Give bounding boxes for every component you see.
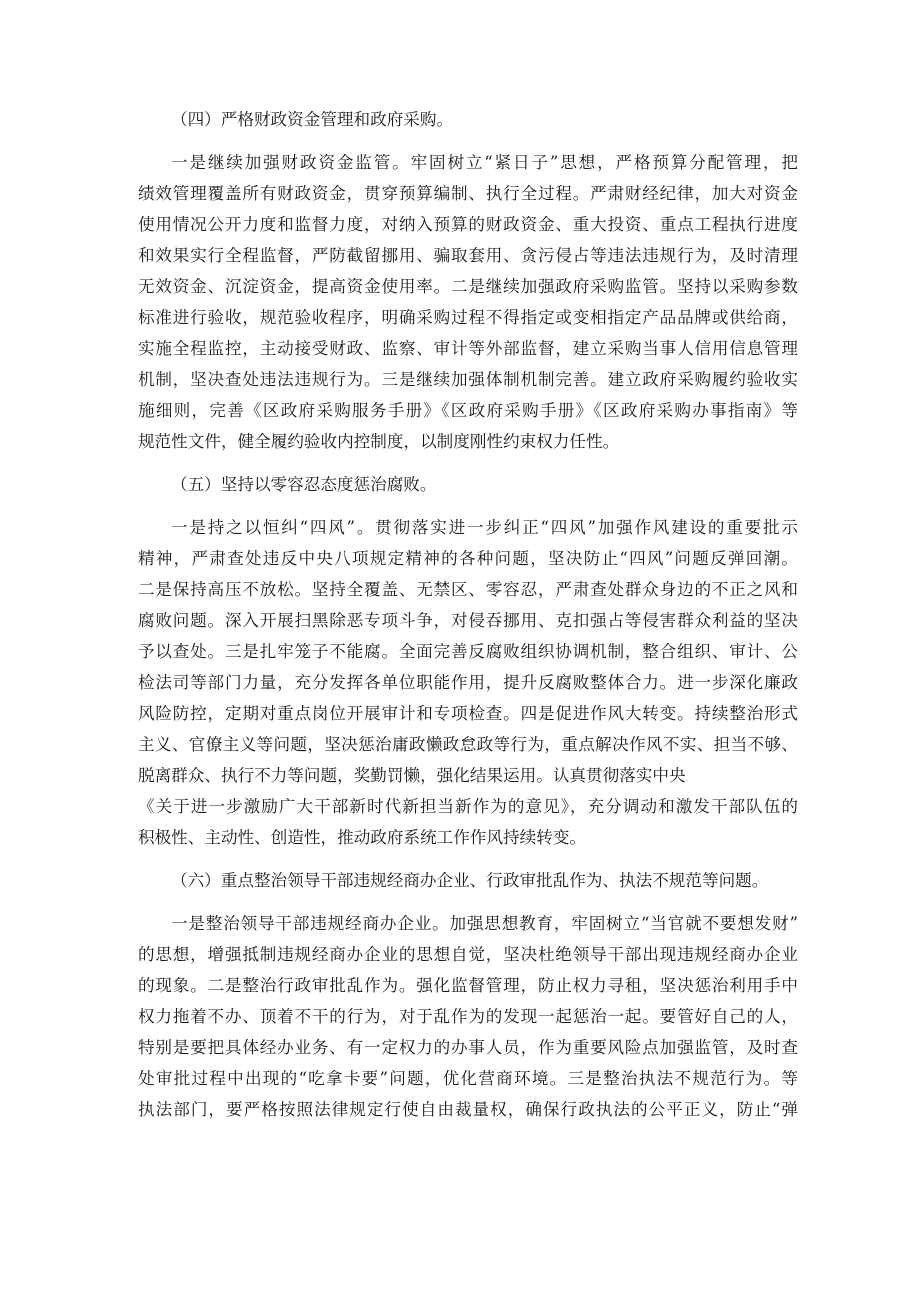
spacer <box>138 896 798 908</box>
paragraph-line: 检法司等部门力量，充分发挥各单位职能作用，提升反腐败整体合力。进一步深化廉政 <box>138 673 798 692</box>
paragraph-line: 风险防控，定期对重点岗位开展审计和专项检查。四是促进作风大转变。持续整治形式 <box>138 704 798 723</box>
paragraph-line: 一是整治领导干部违规经商办企业。加强思想教育，牢固树立“当官就不要想发财” <box>171 914 798 933</box>
paragraph-line: 一是持之以恒纠“四风”。贯彻落实进一步纠正“四风”加强作风建设的重要批示 <box>171 518 798 537</box>
section-heading-6: （六）重点整治领导干部违规经商办企业、行政审批乱作为、执法不规范等问题。 <box>171 871 769 890</box>
paragraph-line: 使用情况公开力度和监督力度，对纳入预算的财政资金、重大投资、重点工程执行进度 <box>138 215 798 234</box>
paragraph-line: 二是保持高压不放松。坚持全覆盖、无禁区、零容忍，严肃查处群众身边的不正之风和 <box>138 580 798 599</box>
paragraph-line: 施细则，完善《区政府采购服务手册》《区政府采购手册》《区政府采购办事指南》等 <box>138 401 798 420</box>
spacer <box>138 853 798 865</box>
paragraph-line: 主义、官僚主义等问题，坚决惩治庸政懒政怠政等行为，重点解决作风不实、担当不够、 <box>138 735 798 754</box>
paragraph-line: 处审批过程中出现的“吃拿卡要”问题，优化营商环境。三是整治执法不规范行为。等 <box>138 1069 798 1088</box>
section-paragraph-6 <box>138 908 798 1125</box>
paragraph-line: 无效资金、沉淀资金，提高资金使用率。二是继续加强政府采购监管。坚持以采购参数 <box>138 277 798 296</box>
paragraph-line: 和效果实行全程监督，严防截留挪用、骗取套用、贪污侵占等违法违规行为，及时清理 <box>138 246 798 265</box>
paragraph-line: 实施全程监控，主动接受财政、监察、审计等外部监督，建立采购当事人信用信息管理 <box>138 339 798 358</box>
paragraph-line: 的现象。二是整治行政审批乱作为。强化监督管理，防止权力寻租，坚决惩治利用手中 <box>138 976 798 995</box>
spacer <box>138 500 798 512</box>
section-paragraph-5 <box>138 512 798 853</box>
paragraph-line: 脱离群众、执行不力等问题，奖勤罚懒，强化结果运用。认真贯彻落实中央 <box>138 766 686 785</box>
paragraph-line: 标准进行验收，规范验收程序，明确采购过程不得指定或变相指定产品品牌或供给商， <box>138 308 798 327</box>
document-body <box>138 104 798 1125</box>
paragraph-line: 精神，严肃查处违反中央八项规定精神的各种问题，坚决防止“四风”问题反弹回潮。 <box>138 549 798 568</box>
paragraph-line: 绩效管理覆盖所有财政资金，贯穿预算编制、执行全过程。严肃财经纪律，加大对资金 <box>138 184 798 203</box>
section-heading-4: （四）严格财政资金管理和政府采购。 <box>171 110 454 129</box>
section-paragraph-4 <box>138 147 798 457</box>
paragraph-line: 机制，坚决查处违法违规行为。三是继续加强体制机制完善。建立政府采购履约验收实 <box>138 370 798 389</box>
paragraph-line: 积极性、主动性、创造性，推动政府系统工作作风持续转变。 <box>138 828 587 847</box>
paragraph-line: 执法部门，要严格按照法律规定行使自由裁量权，确保行政执法的公平正义，防止“弹 <box>138 1100 798 1119</box>
spacer <box>138 457 798 469</box>
spacer <box>138 135 798 147</box>
paragraph-line: 予以查处。三是扎牢笼子不能腐。全面完善反腐败组织协调机制，整合组织、审计、公 <box>138 642 798 661</box>
paragraph-line: 的思想，增强抵制违规经商办企业的思想自觉，坚决杜绝领导干部出现违规经商办企业 <box>138 945 798 964</box>
paragraph-line: 权力拖着不办、顶着不干的行为，对于乱作为的发现一起惩治一起。要管好自己的人， <box>138 1007 798 1026</box>
paragraph-line: 《关于进一步激励广大干部新时代新担当新作为的意见》，充分调动和激发干部队伍的 <box>138 797 798 816</box>
paragraph-line: 特别是要把具体经办业务、有一定权力的办事人员，作为重要风险点加强监管，及时查 <box>138 1038 798 1057</box>
section-heading-5: （五）坚持以零容忍态度惩治腐败。 <box>171 475 437 494</box>
paragraph-line: 规范性文件，健全履约验收内控制度，以制度刚性约束权力任性。 <box>138 432 620 451</box>
paragraph-line: 腐败问题。深入开展扫黑除恶专项斗争，对侵吞挪用、克扣强占等侵害群众利益的坚决 <box>138 611 798 630</box>
paragraph-line: 一是继续加强财政资金监管。牢固树立“紧日子”思想，严格预算分配管理，把 <box>171 153 798 172</box>
